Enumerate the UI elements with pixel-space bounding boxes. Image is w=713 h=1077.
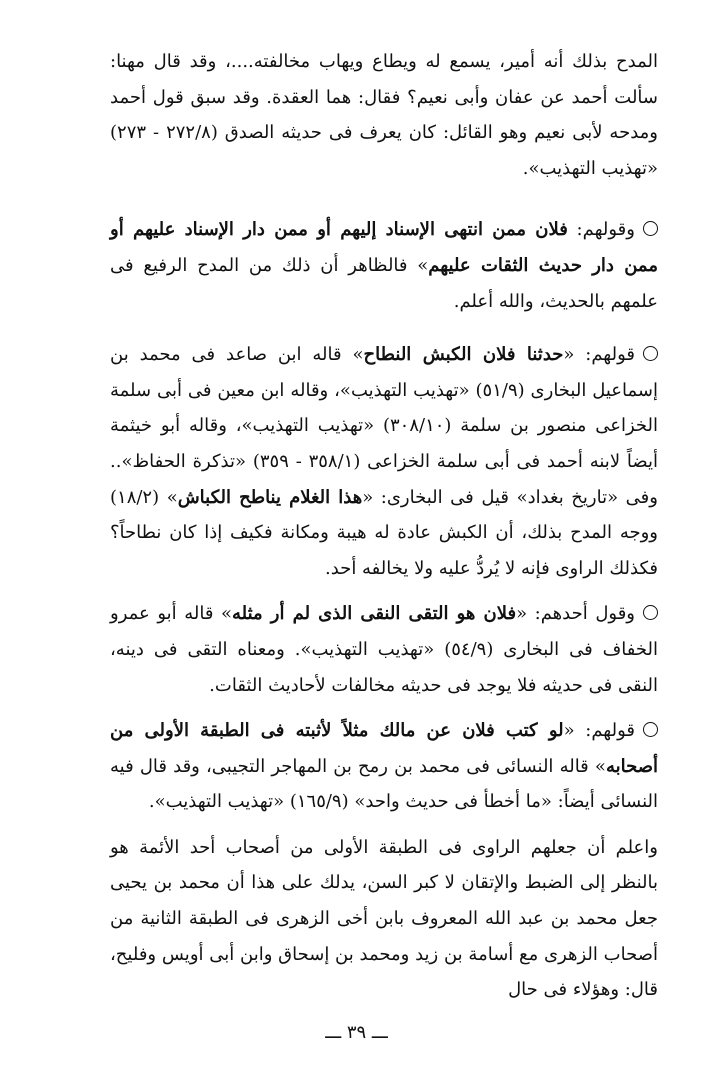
page-number: ـــ ٣٩ ـــ: [325, 1022, 388, 1043]
text-run: » قاله النسائى فى محمد بن رمح بن المهاجر التجيبى، وقد قال فيه النسائى أيضاً: «ما أخطأ فى حديث واحد» (١٦٥/٩) «تهذيب التهذيب».: [110, 755, 658, 813]
text-run: » قاله ابن صاعد فى محمد بن إسماعيل البخارى (٥١/٩) «تهذيب التهذيب»، وقاله ابن معين فى أبى سلمة الخزاعى منصور بن سلمة (٣٠٨/١٠) «تهذيب التهذيب»، وقاله أبو خيثمة أيضاً لابنه أحمد فى أبى سلمة الخزاعى (٣٥٨/١ - ٣٥٩) «تذكرة الحفاظ».. وفى «تاريخ بغداد» قيل فى البخارى: «: [110, 344, 658, 508]
bullet-circle-icon: [643, 221, 658, 236]
bullet-circle-icon: [643, 722, 658, 737]
bullet-circle-icon: [643, 605, 658, 620]
paragraph-4: [110, 596, 658, 703]
bold-phrase: فلان ممن انتهى الإسناد إليهم أو ممن دار الإسناد عليهم أو ممن دار حديث الثقات عليهم: [110, 219, 658, 276]
text-run: واعلم أن جعلهم الراوى فى الطبقة الأولى من أصحاب أحد الأئمة هو بالنظر إلى الضبط والإتقان لا كبر السن، يدلك على هذا أن محمد بن يحيى جعل محمد بن عبد الله المعروف بابن أخى الزهرى فى الطبقة الثانية من أصحاب الزهرى مع أسامة بن زيد ومحمد بن إسحاق وابن أبى أويس وفليح، قال: وهؤلاء فى حال: [110, 836, 658, 1001]
bold-phrase: هذا الغلام يناطح الكباش: [177, 486, 363, 508]
paragraph-5: [110, 713, 658, 820]
book-page: [110, 44, 658, 1024]
bold-phrase: حدثنا فلان الكبش النطاح: [363, 344, 564, 366]
paragraph-3: [110, 337, 658, 586]
text-run: وقول أحدهم: «: [516, 603, 635, 625]
paragraph-6: [110, 830, 658, 1008]
text-run: المدح بذلك أنه أمير، يسمع له ويطاع ويهاب مخالفته....، وقد قال مهنا: سألت أحمد عن عفان وأبى نعيم؟ فقال: هما العقدة. وقد سبق قول أحمد ومدحه لأبى نعيم وهو القائل: كان يعرف فى حديثه الصدق (٢٧٢/٨ - ٢٧٣) «تهذيب التهذيب».: [110, 51, 658, 179]
bold-phrase: لو كتب فلان عن مالك مثلاً لأثبته فى الطبقة الأولى من أصحابه: [110, 720, 658, 777]
text-run: » (١٨/٢) ووجه المدح بذلك، أن الكبش عادة له هيبة ومكانة فكيف إذا كان نطاحاً؟ فكذلك الراوى فإنه لا يُردُّ عليه ولا يخالفه أحد.: [110, 486, 658, 579]
text-run: » فالظاهر أن ذلك من المدح الرفيع فى علمهم بالحديث، والله أعلم.: [110, 254, 658, 312]
text-run: » قاله أبو عمرو الخفاف فى البخارى (٥٤/٩) «تهذيب التهذيب». ومعناه التقى فى دينه، النقى فى حديثه فلا يوجد فى حديثه مخالفات لأحاديث الثقات.: [110, 603, 658, 696]
text-run: وقولهم:: [567, 219, 635, 241]
bold-phrase: فلان هو التقى النقى الذى لم أر مثله: [232, 603, 517, 625]
text-run: قولهم: «: [563, 344, 635, 366]
paragraph-2: [110, 212, 658, 319]
text-run: قولهم: «: [563, 720, 635, 742]
paragraph-1: [110, 44, 658, 186]
bullet-circle-icon: [643, 346, 658, 361]
